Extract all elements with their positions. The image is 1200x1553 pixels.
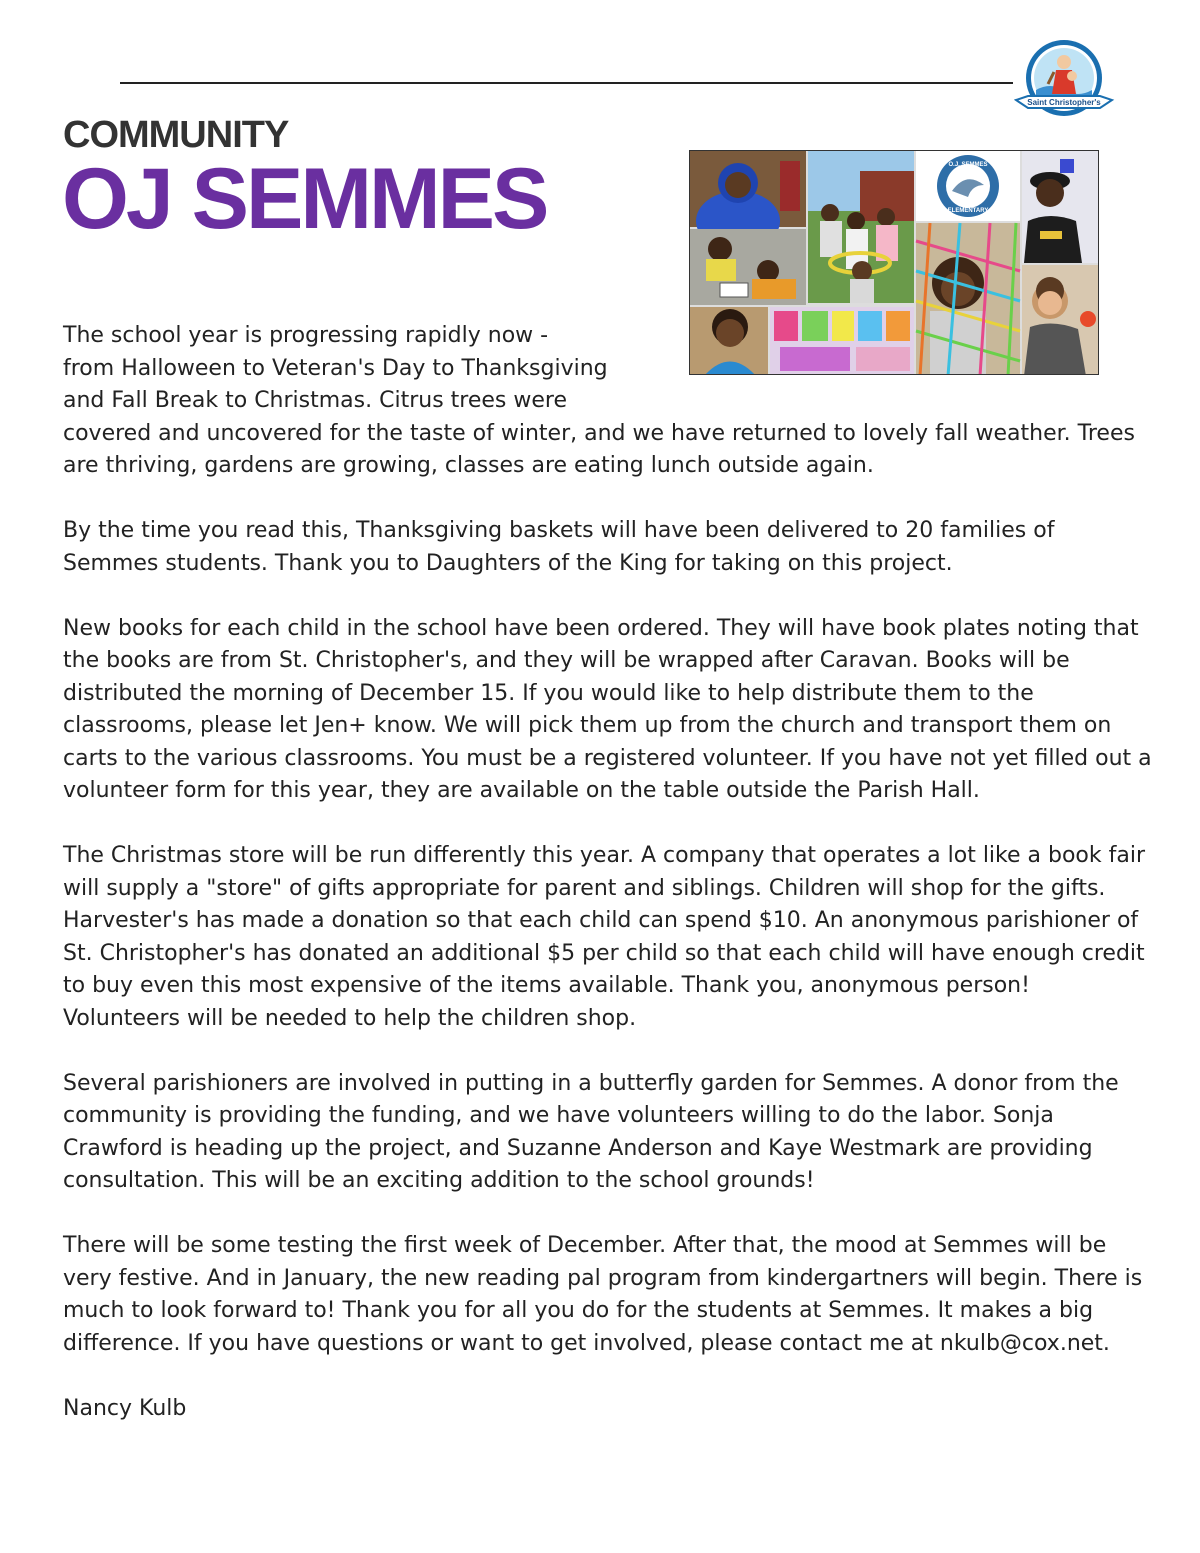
- paragraph-new-books: New books for each child in the school have been ordered. They will have book plates noting that the books are from St. Christopher's, and they will be wrapped after Caravan. Books will be distributed the morning of December 15. If you would like to help distribute them to the classrooms, please let Jen+ know. We will pick them up from the church and transport them on carts to the various classrooms. You must be a registered volunteer. If you have not yet filled out a volunteer form for this year, they are available on the table outside the Parish Hall.: [63, 615, 1152, 803]
- section-label: COMMUNITY: [63, 114, 289, 156]
- intro-line: and Fall Break to Christmas. Citrus trees were: [63, 388, 567, 413]
- article-body: [63, 320, 1153, 1458]
- paragraph-christmas-store: The Christmas store will be run differently this year. A company that operates a lot like a book fair will supply a "store" of gifts appropriate for parent and siblings. Children will shop for the gifts. Harvester's has made a donation so that each child can spend $10. An anonymous parishioner of St. Christopher's has donated an additional $5 per child so that each child will have enough credit to buy even this most expensive of the items available. Thank you, anonymous person! Volunteers will be needed to help the children shop.: [63, 843, 1146, 1031]
- badge-text-top: O.J. SEMMES: [948, 162, 988, 168]
- paragraph-butterfly-garden: Several parishioners are involved in putting in a butterfly garden for Semmes. A donor from the community is providing the funding, and we have volunteers willing to do the labor. Sonja Crawford is heading up the project, and Suzanne Anderson and Kaye Westmark are providing consultation. This will be an exciting addition to the school grounds!: [63, 1070, 1119, 1193]
- logo-text: Saint Christopher's: [1027, 98, 1101, 107]
- collage-photo-boy-black-hat: [1022, 151, 1099, 263]
- intro-line: The school year is progressing rapidly now -: [63, 323, 549, 348]
- paragraph-testing-and-contact: There will be some testing the first week of December. After that, the mood at Semmes will be very festive. And in January, the new reading pal program from kindergartners will begin. There is much to look forward to! Thank you for all you do for the students at Semmes. It makes a big difference. If you have questions or want to get involved, please contact me at nkulb@cox.net.: [63, 1233, 1143, 1356]
- paragraph-thanksgiving-baskets: By the time you read this, Thanksgiving baskets will have been delivered to 20 families of Semmes students. Thank you to Daughters of the King for taking on this project.: [63, 518, 1055, 576]
- signature: Nancy Kulb: [63, 1395, 187, 1421]
- collage-oj-semmes-badge: [916, 151, 1020, 221]
- header-rule: [120, 82, 1013, 84]
- intro-paragraph-rest: covered and uncovered for the taste of winter, and we have returned to lovely fall weather. Trees are thriving, gardens are growing, classes are eating lunch outside again.: [63, 420, 1135, 478]
- collage-photo-kids-outdoors: [808, 151, 914, 303]
- intro-paragraph-start: [63, 320, 663, 418]
- intro-line: from Halloween to Veteran's Day to Thanksgiving: [63, 355, 608, 381]
- page-title: OJ SEMMES: [62, 151, 547, 247]
- collage-photo-kids-floor: [690, 229, 806, 305]
- saint-christophers-logo: [1014, 38, 1122, 126]
- badge-text-bottom: ELEMENTARY: [947, 208, 989, 214]
